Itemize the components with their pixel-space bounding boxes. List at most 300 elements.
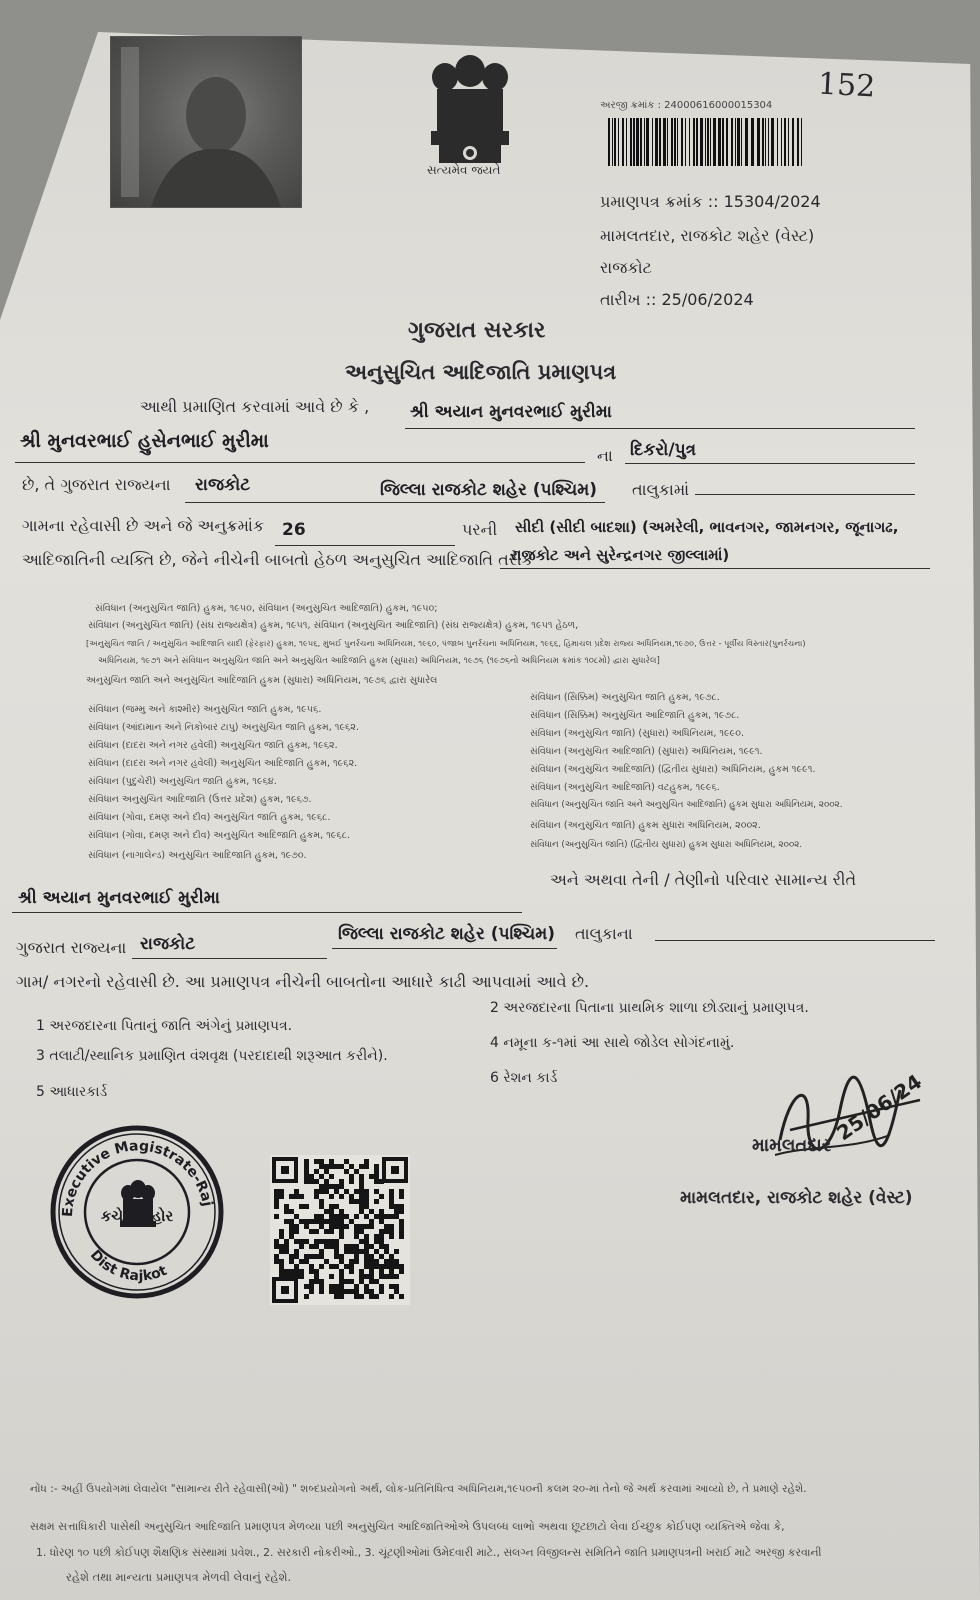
qr-cell xyxy=(324,1209,329,1214)
district-line xyxy=(375,502,605,503)
qr-cell xyxy=(354,1214,359,1219)
qr-cell xyxy=(304,1164,309,1169)
qr-cell xyxy=(359,1229,364,1234)
qr-cell xyxy=(314,1159,319,1164)
qr-cell xyxy=(374,1214,379,1219)
qr-cell xyxy=(364,1204,369,1209)
barcode-bar xyxy=(705,118,706,166)
order-left: સંવિધાન (નાગાલેન્ડ) અનુસુચિત આદિજાતિ હુકમ, ૧૯૭૦. xyxy=(88,850,307,861)
qr-cell xyxy=(299,1204,304,1209)
qr-cell xyxy=(364,1254,369,1259)
qr-cell xyxy=(354,1224,359,1229)
qr-cell xyxy=(309,1269,314,1274)
signature-date: 25/06/24 xyxy=(832,1069,927,1146)
qr-cell xyxy=(309,1229,314,1234)
qr-cell xyxy=(399,1234,404,1239)
qr-cell xyxy=(379,1219,384,1224)
qr-cell xyxy=(284,1244,289,1249)
qr-cell xyxy=(369,1264,374,1269)
qr-cell xyxy=(319,1224,324,1229)
qr-cell xyxy=(334,1219,339,1224)
qr-cell xyxy=(344,1159,349,1164)
qr-cell xyxy=(329,1229,334,1234)
qr-cell xyxy=(399,1269,404,1274)
qr-cell xyxy=(284,1204,289,1209)
qr-cell xyxy=(289,1219,294,1224)
qr-cell xyxy=(279,1264,284,1269)
svg-text:Dist Rajkot xyxy=(87,1247,170,1284)
qr-cell xyxy=(304,1169,309,1174)
document-item: 2 અરજદારના પિતાના પ્રાથમિક શાળા છોડ્યાનું પ્રમાણપત્ર. xyxy=(490,1000,809,1016)
qr-cell xyxy=(389,1259,394,1264)
qr-cell xyxy=(354,1189,359,1194)
barcode xyxy=(608,118,808,166)
qr-cell xyxy=(364,1159,369,1164)
qr-cell xyxy=(329,1264,334,1269)
qr-cell xyxy=(339,1269,344,1274)
relation: દિકરો/પુત્ર xyxy=(630,440,697,460)
order-line: [અનુસુચિત જાતિ / અનુસુચિત આદિજાતિ યાદી (ફેરફાર) હુકમ, ૧૯૫૬, મુંબઈ પુનર્રચના અધિનિયમ, ૧૯૬૦, પંજાબ પુનર્રચના અધિનિયમ, ૧૯૬૬, હિમાચલ પ્રદેશ રાજ્ય અધિનિયમ,૧૯૭૦, ઉત્તર - પૂર્વીય વિસ્તાર(પુનર્રચના) xyxy=(86,638,806,648)
qr-cell xyxy=(309,1174,314,1179)
qr-cell xyxy=(354,1294,359,1299)
qr-cell xyxy=(354,1289,359,1294)
qr-cell xyxy=(274,1259,279,1264)
qr-cell xyxy=(284,1249,289,1254)
qr-cell xyxy=(294,1249,299,1254)
qr-cell xyxy=(339,1224,344,1229)
barcode-bar xyxy=(674,118,676,166)
order-left: સંવિધાન (જમ્મુ અને કાશ્મીર) અનુસુચિત જાતિ હુકમ, ૧૯૫૬. xyxy=(88,704,322,715)
qr-cell xyxy=(399,1224,404,1229)
qr-cell xyxy=(359,1199,364,1204)
qr-cell xyxy=(339,1179,344,1184)
qr-cell xyxy=(294,1214,299,1219)
order-right: સંવિધાન (અનુસુચિત આદિજાતિ) વટહુકમ, ૧૯૯૬. xyxy=(530,782,720,793)
qr-cell xyxy=(394,1209,399,1214)
qr-cell xyxy=(364,1259,369,1264)
qr-cell xyxy=(379,1234,384,1239)
qr-cell xyxy=(299,1259,304,1264)
relation-line xyxy=(625,463,915,464)
qr-cell xyxy=(349,1219,354,1224)
official-seal xyxy=(50,1125,225,1300)
qr-cell xyxy=(314,1219,319,1224)
barcode-bar xyxy=(777,118,778,166)
qr-code xyxy=(270,1155,410,1305)
qr-cell xyxy=(329,1274,334,1279)
qr-cell xyxy=(364,1289,369,1294)
qr-cell xyxy=(334,1294,339,1299)
barcode-bar xyxy=(663,118,666,166)
qr-cell xyxy=(314,1169,319,1174)
qr-cell xyxy=(379,1194,384,1199)
qr-cell xyxy=(309,1279,314,1284)
barcode-bar xyxy=(689,118,690,166)
qr-cell xyxy=(324,1184,329,1189)
barcode-bar xyxy=(788,118,789,166)
qr-cell xyxy=(389,1199,394,1204)
qr-cell xyxy=(399,1209,404,1214)
qr-cell xyxy=(369,1274,374,1279)
qr-cell xyxy=(274,1239,279,1244)
qr-cell xyxy=(329,1244,334,1249)
order-right: સંવિધાન (અનુસુચિત જાતિ) હુકમ સુધારા અધિનિયમ, ૨૦૦૨. xyxy=(530,820,761,831)
qr-cell xyxy=(339,1164,344,1169)
qr-cell xyxy=(374,1189,379,1194)
qr-cell xyxy=(354,1244,359,1249)
footer-note: નોંધ :- અહીં ઉપયોગમાં લેવાયેલ "સામાન્ય રીતે રહેવાસી(ઓ) " શબ્દપ્રયોગનો અર્થ, લોક-પ્રતિનિધિત્વ અધિનિયમ,૧૯૫૦ની કલમ ૨૦-માં તેનો જે અર્થ કરવામાં આવ્યો છે, તે પ્રમાણે રહેશે. xyxy=(30,1483,807,1495)
order-left: સંવિધાન (ગોવા, દમણ અને દીવ) અનુસુચિત જાતિ હુકમ, ૧૯૬૮. xyxy=(88,812,331,823)
issuing-office: મામલતદાર, રાજકોટ શહેર (વેસ્ટ) xyxy=(600,226,815,245)
qr-cell xyxy=(374,1169,379,1174)
qr-cell xyxy=(359,1164,364,1169)
qr-cell xyxy=(374,1199,379,1204)
qr-cell xyxy=(339,1289,344,1294)
qr-cell xyxy=(349,1194,354,1199)
qr-cell xyxy=(369,1269,374,1274)
qr-cell xyxy=(369,1294,374,1299)
qr-cell xyxy=(329,1219,334,1224)
order-right: સંવિધાન (સિક્કિમ) અનુસુચિત આદિજાતિ હુકમ, ૧૯૭૮. xyxy=(530,710,740,721)
barcode-bar xyxy=(608,118,610,166)
qr-cell xyxy=(384,1264,389,1269)
serial-number: 26 xyxy=(282,520,306,540)
document-item: 6 રેશન કાર્ડ xyxy=(490,1070,558,1086)
qr-cell xyxy=(274,1254,279,1259)
qr-cell xyxy=(304,1174,309,1179)
qr-cell xyxy=(349,1164,354,1169)
qr-cell xyxy=(284,1219,289,1224)
issuing-city: રાજકોટ xyxy=(600,258,652,277)
qr-cell xyxy=(329,1224,334,1229)
qr-cell xyxy=(319,1249,324,1254)
father-name-line xyxy=(15,462,585,463)
seal-ring-top: Executive Magistrate-Raj xyxy=(59,1138,216,1218)
qr-cell xyxy=(379,1274,384,1279)
qr-cell xyxy=(274,1194,279,1199)
barcode-bar xyxy=(630,118,632,166)
qr-cell xyxy=(339,1259,344,1264)
barcode-bar xyxy=(667,118,668,166)
seal-ring-bottom: Dist Rajkot xyxy=(86,1247,170,1285)
qr-cell xyxy=(279,1249,284,1254)
govt-title: ગુજરાત સરકાર xyxy=(408,318,546,343)
qr-cell xyxy=(339,1184,344,1189)
qr-cell xyxy=(299,1219,304,1224)
tribe-line2: આદિજાતિની વ્યક્તિ છે, જેને નીચેની બાબતો હેઠળ અનુસુચિત આદિજાતિ તરીકે xyxy=(22,550,533,569)
qr-cell xyxy=(394,1274,399,1279)
qr-cell xyxy=(324,1179,329,1184)
order-left: સંવિધાન (દાદરા અને નગર હવેલી) અનુસુચિત આદિજાતિ હુકમ, ૧૯૬૨. xyxy=(88,758,358,769)
qr-cell xyxy=(359,1274,364,1279)
document-item: 5 આધારકાર્ડ xyxy=(36,1084,108,1100)
footer-line2: સક્ષમ સત્તાધિકારી પાસેથી અનુસુચિત આદિજાતિ પ્રમાણપત્ર મેળવ્યા પછી અનુસુચિત આદિજાતિઓએ ઉપલબ્ધ લાભો અથવા છૂટછાટો લેવા ઈચ્છુક કોઈપણ વ્યક્તિએ જેવા કે, xyxy=(30,1520,785,1533)
par-label: પરની xyxy=(462,520,498,539)
qr-cell xyxy=(304,1219,309,1224)
qr-cell xyxy=(394,1249,399,1254)
order-right: સંવિધાન (સિક્કિમ) અનુસુચિત જાતિ હુકમ, ૧૯૭૮. xyxy=(530,692,720,703)
qr-cell xyxy=(334,1249,339,1254)
qr-cell xyxy=(349,1244,354,1249)
qr-cell xyxy=(324,1189,329,1194)
qr-cell xyxy=(319,1164,324,1169)
qr-cell xyxy=(399,1204,404,1209)
taluka-label: તાલુકામાં xyxy=(632,480,690,499)
barcode-bar xyxy=(718,118,721,166)
qr-cell xyxy=(314,1244,319,1249)
qr-cell xyxy=(314,1269,319,1274)
qr-cell xyxy=(319,1174,324,1179)
qr-cell xyxy=(399,1194,404,1199)
qr-cell xyxy=(399,1189,404,1194)
qr-cell xyxy=(314,1229,319,1234)
qr-cell xyxy=(399,1229,404,1234)
qr-cell xyxy=(334,1239,339,1244)
qr-cell xyxy=(329,1204,334,1209)
qr-cell xyxy=(389,1189,394,1194)
qr-cell xyxy=(274,1244,279,1249)
qr-cell xyxy=(349,1174,354,1179)
barcode-bar xyxy=(741,118,742,166)
order-left: સંવિધાન (પુદુચેરી) અનુસુચિત જાતિ હુકમ, ૧૯૬૪. xyxy=(88,776,277,787)
qr-cell xyxy=(329,1194,334,1199)
qr-cell xyxy=(374,1259,379,1264)
qr-cell xyxy=(389,1269,394,1274)
qr-cell xyxy=(379,1239,384,1244)
qr-cell xyxy=(349,1179,354,1184)
qr-cell xyxy=(374,1179,379,1184)
qr-cell xyxy=(389,1294,394,1299)
qr-cell xyxy=(314,1179,319,1184)
serial-number-handwritten: 152 xyxy=(817,66,877,105)
barcode-bar xyxy=(614,118,616,166)
tribe-name: સીદી (સીદી બાદશા) (અમરેલી, ભાવનગર, જામનગર, જૂનાગઢ, xyxy=(515,518,899,536)
footer-line4: રહેશે તથા માન્યતા પ્રમાણપત્ર મેળવી લેવાનું રહેશે. xyxy=(66,1570,292,1584)
qr-cell xyxy=(289,1254,294,1259)
qr-cell xyxy=(294,1254,299,1259)
qr-cell xyxy=(359,1269,364,1274)
barcode-bar xyxy=(726,118,728,166)
tribe-districts-line xyxy=(500,568,930,569)
qr-cell xyxy=(384,1259,389,1264)
order-line: અધિનિયમ, ૧૯૭૧ અને સંવિધાન અનુસુચિત જાતિ અને અનુસુચિત આદિજાતિ હુકમ (સુધારા) અધિનિયમ, ૧૯૭૬ (૧૯૭૬નો અધિનિયમ ક્રમાંક ૧૦૮મો) દ્વારા સુધારેલ] xyxy=(98,656,660,666)
barcode-bar xyxy=(652,118,653,166)
qr-cell xyxy=(334,1254,339,1259)
qr-cell xyxy=(289,1259,294,1264)
qr-cell xyxy=(394,1264,399,1269)
order-right: સંવિધાન (અનુસુચિત આદિજાતિ) (દ્વિતીય સુધારા) અધિનિયમ, હુકમ ૧૯૯૧. xyxy=(530,764,816,775)
order-left: સંવિધાન (ગોવા, દમણ અને દીવ) અનુસુચિત આદિજાતિ હુકમ, ૧૯૬૮. xyxy=(88,830,350,841)
barcode-bar xyxy=(735,118,736,166)
qr-cell xyxy=(289,1209,294,1214)
certify-prefix: આથી પ્રમાણિત કરવામાં આવે છે કે , xyxy=(140,397,370,416)
qr-cell xyxy=(389,1204,394,1209)
qr-cell xyxy=(294,1239,299,1244)
qr-cell xyxy=(389,1229,394,1234)
barcode-bar xyxy=(626,118,627,166)
barcode-bar xyxy=(745,118,748,166)
barcode-bar xyxy=(771,118,774,166)
qr-cell xyxy=(364,1264,369,1269)
signature-office: મામલતદાર, રાજકોટ શહેર (વેસ્ટ) xyxy=(680,1188,913,1208)
qr-cell xyxy=(349,1259,354,1264)
qr-cell xyxy=(279,1269,284,1274)
father-name: શ્રી મુનવરભાઈ હુસેનભાઈ મુરીમા xyxy=(20,430,269,452)
resident-name: શ્રી અયાન મુનવરભાઈ મુરીમા xyxy=(18,888,220,908)
qr-cell xyxy=(369,1244,374,1249)
barcode-bar xyxy=(640,118,642,166)
qr-cell xyxy=(319,1204,324,1209)
order-line: અનુસુચિત જાતિ અને અનુસુચિત આદિજાતિ હુકમ (સુધારા) અધિનિયમ, ૧૯૭૬ દ્વારા સુધારેલ xyxy=(86,675,438,686)
serial-line xyxy=(275,545,455,546)
qr-cell xyxy=(374,1264,379,1269)
qr-cell xyxy=(294,1224,299,1229)
qr-cell xyxy=(389,1284,394,1289)
order-right: સંવિધાન (અનુસુચિત જાતિ) (સુધારા) અધિનિયમ, ૧૯૯૦. xyxy=(530,728,745,739)
qr-cell xyxy=(289,1269,294,1274)
qr-cell xyxy=(314,1254,319,1259)
barcode-bar xyxy=(681,118,683,166)
qr-cell xyxy=(304,1254,309,1259)
qr-cell xyxy=(294,1264,299,1269)
qr-cell xyxy=(319,1289,324,1294)
qr-cell xyxy=(374,1164,379,1169)
qr-cell xyxy=(349,1249,354,1254)
qr-cell xyxy=(349,1289,354,1294)
qr-cell xyxy=(369,1289,374,1294)
qr-cell xyxy=(354,1259,359,1264)
qr-cell xyxy=(319,1219,324,1224)
order-left: સંવિધાન (આંદામાન અને નિકોબાર ટાપુ) અનુસુચિત જાતિ હુકમ, ૧૯૬૨. xyxy=(88,722,359,733)
order-left: સંવિધાન (દાદરા અને નગર હવેલી) અનુસુચિત જાતિ હુકમ, ૧૯૬૨. xyxy=(88,740,338,751)
qr-cell xyxy=(344,1214,349,1219)
qr-cell xyxy=(359,1179,364,1184)
qr-cell xyxy=(324,1164,329,1169)
qr-cell xyxy=(354,1254,359,1259)
qr-cell xyxy=(394,1204,399,1209)
family-text: અને અથવા તેની / તેણીનો પરિવાર સામાન્ય રીતે xyxy=(550,870,857,889)
qr-cell xyxy=(339,1229,344,1234)
qr-cell xyxy=(364,1189,369,1194)
qr-cell xyxy=(284,1269,289,1274)
qr-cell xyxy=(299,1244,304,1249)
qr-cell xyxy=(354,1229,359,1234)
qr-cell xyxy=(279,1189,284,1194)
qr-cell xyxy=(389,1234,394,1239)
residence-district-line xyxy=(332,948,557,949)
qr-cell xyxy=(339,1279,344,1284)
qr-cell xyxy=(384,1274,389,1279)
qr-cell xyxy=(394,1289,399,1294)
qr-cell xyxy=(389,1264,394,1269)
village-name: રાજકોટ xyxy=(195,475,251,495)
tribe-districts: રાજકોટ અને સુરેન્દ્રનગર જીલ્લામાં) xyxy=(510,546,730,564)
qr-cell xyxy=(369,1224,374,1229)
qr-cell xyxy=(314,1214,319,1219)
qr-cell xyxy=(359,1204,364,1209)
qr-cell xyxy=(364,1249,369,1254)
barcode-bar xyxy=(762,118,764,166)
qr-cell xyxy=(289,1194,294,1199)
qr-cell xyxy=(309,1289,314,1294)
qr-cell xyxy=(324,1229,329,1234)
qr-cell xyxy=(274,1199,279,1204)
qr-cell xyxy=(359,1279,364,1284)
qr-cell xyxy=(394,1259,399,1264)
qr-cell xyxy=(334,1289,339,1294)
qr-cell xyxy=(379,1214,384,1219)
qr-cell xyxy=(314,1274,319,1279)
barcode-bar xyxy=(737,118,740,166)
qr-cell xyxy=(389,1224,394,1229)
order-line: સંવિધાન (અનુસુચિત જાતિ) (સંઘ રાજ્યક્ષેત્ર) હુકમ, ૧૯૫૧, સંવિધાન (અનુસુચિત આદિજાતિ) (સંઘ રાજ્યક્ષેત્ર) હુકમ, ૧૯૫૧ હેઠળ, xyxy=(88,620,579,631)
qr-cell xyxy=(364,1164,369,1169)
qr-cell xyxy=(374,1174,379,1179)
qr-cell xyxy=(339,1294,344,1299)
qr-cell xyxy=(399,1264,404,1269)
barcode-bar xyxy=(722,118,724,166)
barcode-bar xyxy=(618,118,619,166)
qr-cell xyxy=(369,1174,374,1179)
qr-cell xyxy=(369,1279,374,1284)
residence-village: રાજકોટ xyxy=(140,934,196,954)
qr-cell xyxy=(384,1244,389,1249)
barcode-bar xyxy=(659,118,661,166)
qr-cell xyxy=(389,1274,394,1279)
qr-cell xyxy=(384,1249,389,1254)
barcode-bar xyxy=(768,118,769,166)
qr-cell xyxy=(374,1234,379,1239)
qr-cell xyxy=(359,1239,364,1244)
qr-cell xyxy=(314,1239,319,1244)
barcode-bar xyxy=(781,118,782,166)
issue-date: તારીખ :: 25/06/2024 xyxy=(600,290,754,309)
qr-cell xyxy=(364,1199,369,1204)
qr-cell xyxy=(304,1259,309,1264)
barcode-bar xyxy=(797,118,799,166)
qr-cell xyxy=(304,1294,309,1299)
qr-cell xyxy=(364,1274,369,1279)
qr-cell xyxy=(329,1164,334,1169)
qr-cell xyxy=(339,1254,344,1259)
qr-cell xyxy=(339,1194,344,1199)
qr-cell xyxy=(319,1254,324,1259)
qr-cell xyxy=(369,1259,374,1264)
barcode-bar xyxy=(677,118,678,166)
qr-cell xyxy=(284,1209,289,1214)
qr-cell xyxy=(334,1189,339,1194)
barcode-bar xyxy=(792,118,794,166)
signature-designation: મામલતદાર xyxy=(752,1135,832,1156)
qr-cell xyxy=(339,1284,344,1289)
qr-cell xyxy=(364,1214,369,1219)
qr-cell xyxy=(344,1244,349,1249)
qr-cell xyxy=(319,1159,324,1164)
qr-cell xyxy=(359,1189,364,1194)
qr-cell xyxy=(394,1284,399,1289)
qr-cell xyxy=(279,1234,284,1239)
qr-cell xyxy=(334,1284,339,1289)
qr-cell xyxy=(329,1214,334,1219)
qr-cell xyxy=(329,1289,334,1294)
qr-cell xyxy=(309,1179,314,1184)
qr-cell xyxy=(274,1204,279,1209)
resident-name-line xyxy=(12,912,522,913)
residence-taluka-line xyxy=(655,940,935,941)
application-number: અરજી ક્રમાંક : 24000616000015304 xyxy=(600,100,773,111)
barcode-bar xyxy=(646,118,649,166)
qr-cell xyxy=(314,1194,319,1199)
